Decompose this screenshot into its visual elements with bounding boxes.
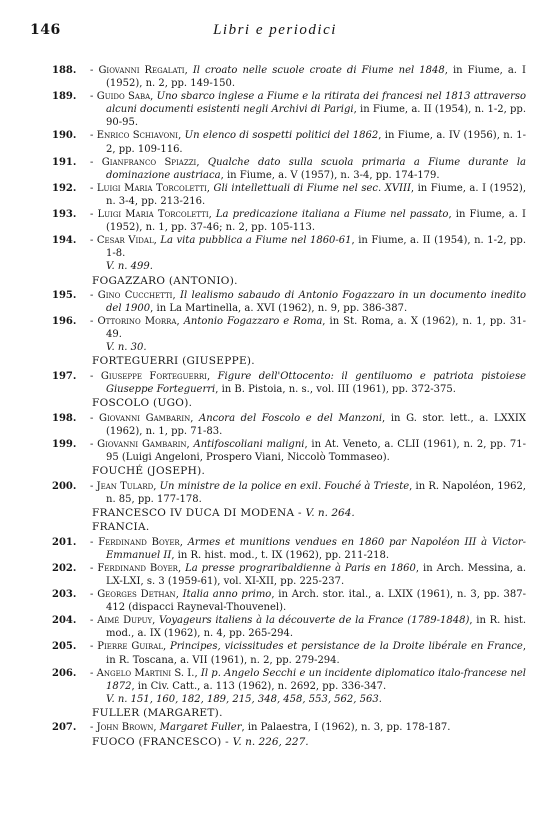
entry-author: Aimé Dupuy — [97, 615, 153, 627]
bibliography-entry: 204. - Aimé Dupuy, Voyageurs italiens à la découverte de la France (1789-1848), in R. hist. mod., a. IX (1962), n. 4, pp. 265-294. — [52, 615, 527, 640]
entry-number: 189. — [52, 91, 77, 103]
bibliography-entry: 201. - Ferdinand Boyer, Armes et munitions vendues en 1860 par Napoléon III à Victor-Emmanuel II, in R. hist. mod., t. IX (1962), pp. 211-218. — [52, 536, 526, 561]
entry-title: Antonio Fogazzaro e Roma — [183, 316, 323, 328]
section-heading — [30, 465, 526, 479]
running-title: Libri e periodici — [213, 22, 337, 38]
bibliography-entry: 205. - Pierre Guiral, Principes, vicissitudes et persistance de la Droite libérale en France, in R. Toscana, a. VII (1961), n. 2, pp. 279-294. — [52, 641, 527, 666]
entry-title: La vita pubblica a Fiume nel 1860-61 — [160, 235, 352, 247]
entry-author: Giovanni Regalati — [98, 65, 185, 76]
bibliography-entry: 195. - Gino Cucchetti, Il lealismo sabaudo di Antonio Fogazzaro in un documento inedito del 1900, in La Martinella, a. XVI (1962), n. 9, pp. 386-387. — [52, 290, 527, 315]
entry-title: Figure dell'Ottocento: il gentiluomo e patriota pistoiese Giuseppe Forteguerri — [106, 370, 526, 396]
bibliography-entry: 206. - Angelo Martini S. I., Il p. Angelo Secchi e un incidente diplomatico italo-francese nel 1872, in Civ. Catt., a. 113 (1962), n. 2692, pp. 336-347. — [52, 667, 526, 692]
entry-title: La predicazione italiana a Fiume nel passato — [215, 209, 449, 221]
entry-number: 190. — [52, 130, 77, 142]
entry-author: Jean Tulard — [96, 480, 154, 492]
entry-title: Un elenco di sospetti politici del 1862 — [184, 130, 379, 142]
entry-title: Margaret Fuller — [159, 722, 242, 734]
entry-citation: , in Palaestra, I (1962), n. 3, pp. 178-187. — [241, 722, 451, 734]
heading-text: FORTEGUERRI (GIUSEPPE). — [92, 355, 255, 368]
entry-number: 188. — [52, 65, 77, 76]
bibliography-entry: 207. - John Brown, Margaret Fuller, in Palaestra, I (1962), n. 3, pp. 178-187. — [52, 722, 451, 734]
entry-citation: , in Fiume, a. I (1952), n. 2, pp. 149-150. — [106, 65, 526, 90]
entry-title: Italia anno primo — [182, 589, 272, 601]
entry-citation: , in La Martinella, a. XVI (1962), n. 9, pp. 386-387. — [150, 303, 408, 315]
bibliography-entry: 197. - Giuseppe Forteguerri, Figure dell'Ottocento: il gentiluomo e patriota pistoiese Giuseppe Forteguerri, in B. Pistoia, n. s., vol. III (1961), pp. 372-375. — [52, 370, 526, 396]
bibliography-entry: 189. - Guido Saba, Uno sbarco inglese a Fiume e la ritirata dei francesi nel 1813 attraverso alcuni documenti esistenti negli Archivi di Parigi, in Fiume, a. II (1954), n. 1-2, pp. 90-95. — [52, 91, 527, 129]
heading-text: FULLER (MARGARET). — [92, 706, 223, 719]
section-heading — [30, 507, 526, 521]
page-number: 146 — [30, 22, 61, 38]
bibliography-entry: 199. - Giovanni Gambarin, Antifoscoliani maligni, in At. Veneto, a. CLII (1961), n. 2, pp. 71-95 (Luigi Angeloni, Prospero Viani, Niccolò Tommaseo). — [52, 438, 526, 463]
entry-citation: , in G. stor. lett., a. LXXIX (1962), n. 1, pp. 71-83. — [106, 412, 526, 437]
entry-title: Il lealismo sabaudo di Antonio Fogazzaro in un documento inedito del 1900 — [106, 290, 527, 315]
entry-citation: , in At. Veneto, a. CLII (1961), n. 2, pp. 71-95 (Luigi Angeloni, Prospero Viani, Niccolò Tommaseo). — [106, 438, 526, 463]
cross-reference: V. n. 264. — [305, 506, 355, 519]
section-heading — [30, 275, 526, 289]
entry-number: 197. — [52, 370, 77, 382]
entry-citation: , in St. Roma, a. X (1962), n. 1, pp. 31-49. — [106, 316, 527, 341]
entry-citation: , in R. hist. mod., t. IX (1962), pp. 211-218. — [171, 549, 390, 561]
cross-reference: V. n. 151, 160, 182, 189, 215, 348, 458, 553, 562, 563. — [106, 693, 382, 705]
entry-title: La presse prograribaldienne à Paris en 1860 — [185, 562, 416, 574]
entry-citation: , in Arch. Messina, a. LX-LXI, s. 3 (1959-61), vol. XI-XII, pp. 225-237. — [106, 562, 526, 587]
entry-number: 206. — [52, 667, 77, 679]
entry-title: Voyageurs italiens à la découverte de la France (1789-1848) — [159, 615, 470, 627]
entry-citation: , in R. Toscana, a. VII (1961), n. 2, pp. 279-294. — [106, 641, 527, 666]
section-heading — [30, 397, 526, 411]
entry-author: Giovanni Gambarin — [97, 438, 187, 450]
entry-citation: , in Arch. stor. ital., a. LXIX (1961), n. 3, pp. 387-412 (dispacci Rayneval-Thouvenel). — [106, 589, 526, 614]
bibliography-entry: 203. - Georges Dethan, Italia anno primo, in Arch. stor. ital., a. LXIX (1961), n. 3, pp. 387-412 (dispacci Rayneval-Thouvenel). — [52, 589, 526, 614]
bibliography-entry: 193. - Luigi Maria Torcoletti, La predicazione italiana a Fiume nel passato, in Fiume, a. I (1952), n. 1, pp. 37-46; n. 2, pp. 105-113. — [52, 209, 527, 234]
entry-number: 195. — [52, 290, 77, 301]
entry-number: 196. — [52, 316, 77, 328]
bibliography-entry: 196. - Ottorino Morra, Antonio Fogazzaro e Roma, in St. Roma, a. X (1962), n. 1, pp. 31-49. — [52, 316, 527, 341]
entry-number: 192. — [52, 182, 77, 194]
entry-number: 202. — [52, 562, 77, 574]
section-heading — [30, 355, 526, 369]
entry-author: Georges Dethan — [97, 589, 176, 601]
section-heading — [30, 707, 526, 721]
entry-author: Cesar Vidal — [96, 235, 154, 247]
entry-author: Ottorino Morra — [97, 316, 177, 328]
entry-title: Uno sbarco inglese a Fiume e la ritirata dei francesi nel 1813 attraverso alcuni documenti esistenti negli Archivi di Parigi — [106, 91, 527, 116]
heading-text: FOUCHÉ (JOSEPH). — [92, 465, 206, 478]
section-heading — [30, 736, 526, 750]
heading-text: FRANCIA. — [92, 521, 150, 534]
entry-title: Un ministre de la police en exil. Fouché à Trieste — [159, 480, 410, 492]
entry-number: 203. — [52, 589, 77, 601]
entry-citation: , in Fiume, a. II (1954), n. 1-2, pp. 90-95. — [106, 104, 526, 129]
entry-title: Principes, vicissitudes et persistance de la Droite libérale en France — [170, 641, 523, 653]
bibliography-entry: 198. - Giovanni Gambarin, Ancora del Foscolo e del Manzoni, in G. stor. lett., a. LXXIX (1962), n. 1, pp. 71-83. — [52, 412, 526, 437]
entry-author: Guido Saba — [96, 91, 151, 103]
entry-citation: , in Fiume, a. V (1957), n. 3-4, pp. 174-179. — [220, 169, 440, 181]
entry-author: Ferdinand Boyer — [97, 562, 178, 574]
entry-title: Gli intellettuali di Fiume nel sec. XVIII — [213, 182, 411, 194]
entry-title: Il croato nelle scuole croate di Fiume nel 1848 — [192, 65, 445, 76]
bibliography-entry: 200. - Jean Tulard, Un ministre de la police en exil. Fouché à Trieste, in R. Napoléon, 1962, n. 85, pp. 177-178. — [52, 480, 526, 505]
cross-reference: V. n. 226, 227. — [232, 735, 309, 748]
entry-number: 199. — [52, 438, 77, 450]
entry-number: 198. — [52, 412, 77, 424]
bibliography-entry: 194. - Cesar Vidal, La vita pubblica a Fiume nel 1860-61, in Fiume, a. II (1954), n. 1-2, pp. 1-8. — [52, 235, 527, 260]
entry-author: Enrico Schiavoni — [96, 130, 179, 142]
bibliography-entry: 190. - Enrico Schiavoni, Un elenco di sospetti politici del 1862, in Fiume, a. IV (1956), n. 1-2, pp. 109-116. — [52, 130, 527, 155]
entry-title: Antifoscoliani maligni — [193, 438, 305, 450]
entry-citation: , in Fiume, a. IV (1956), n. 1-2, pp. 109-116. — [106, 130, 527, 155]
entry-citation: , in Fiume, a. II (1954), n. 1-2, pp. 1-8. — [106, 235, 527, 260]
heading-text: FOGAZZARO (ANTONIO). — [92, 274, 238, 287]
entry-title: Ancora del Foscolo e del Manzoni — [199, 412, 383, 424]
section-heading — [30, 521, 526, 535]
cross-reference: V. n. 499. — [106, 261, 153, 273]
bibliography-entry: 192. - Luigi Maria Torcoletti, Gli intellettuali di Fiume nel sec. XVIII, in Fiume, a. I (1952), n. 3-4, pp. 213-216. — [52, 182, 527, 207]
entry-author: Giuseppe Forteguerri — [100, 370, 207, 382]
entry-title: Il p. Angelo Secchi e un incidente diplomatico italo-francese nel 1872 — [106, 667, 526, 692]
entry-citation: , in R. hist. mod., a. IX (1962), n. 4, pp. 265-294. — [106, 615, 527, 640]
entry-author: Ferdinand Boyer — [98, 536, 180, 548]
entry-title: Qualche dato sulla scuola primaria a Fiume durante la dominazione austriaca — [106, 156, 527, 181]
entry-number: 191. — [52, 156, 77, 168]
bibliography-entry: 188. - Giovanni Regalati, Il croato nelle scuole croate di Fiume nel 1848, in Fiume, a. I (1952), n. 2, pp. 149-150. — [52, 65, 526, 90]
entry-number: 205. — [52, 641, 77, 653]
entry-author: Luigi Maria Torcoletti — [96, 182, 207, 194]
bibliography-list — [30, 64, 526, 750]
entry-author: Pierre Guiral — [97, 641, 163, 653]
entry-author: Luigi Maria Torcoletti — [97, 209, 209, 221]
cross-reference: V. n. 30. — [106, 342, 147, 354]
entry-number: 193. — [52, 209, 77, 221]
entry-citation: , in B. Pistoia, n. s., vol. III (1961), pp. 372-375. — [215, 384, 456, 396]
entry-citation: , in Fiume, a. I (1952), n. 1, pp. 37-46; n. 2, pp. 105-113. — [106, 209, 527, 234]
heading-text: FOSCOLO (UGO). — [92, 397, 193, 410]
entry-author: Giovanni Gambarin — [99, 412, 191, 424]
entry-number: 201. — [52, 536, 77, 548]
entry-number: 204. — [52, 615, 77, 627]
bibliography-entry: 202. - Ferdinand Boyer, La presse prograribaldienne à Paris en 1860, in Arch. Messina, a. LX-LXI, s. 3 (1959-61), vol. XI-XII, pp. 225-237. — [52, 562, 526, 587]
bibliography-entry: 191. - Gianfranco Spiazzi, Qualche dato sulla scuola primaria a Fiume durante la dominazione austriaca, in Fiume, a. V (1957), n. 3-4, pp. 174-179. — [52, 156, 527, 181]
entry-number: 200. — [52, 480, 77, 492]
heading-text: FRANCESCO IV DUCA DI MODENA - — [92, 506, 302, 519]
entry-citation: , in Fiume, a. I (1952), n. 3-4, pp. 213-216. — [106, 182, 527, 207]
entry-number: 207. — [52, 722, 77, 734]
heading-text: FUOCO (FRANCESCO) - — [92, 735, 229, 748]
entry-author: John Brown — [96, 722, 154, 734]
entry-author: Angelo Martini S. I. — [96, 667, 195, 679]
entry-author: Gino Cucchetti — [97, 290, 173, 301]
entry-citation: , in Civ. Catt., a. 113 (1962), n. 2692, pp. 336-347. — [131, 680, 387, 692]
entry-number: 194. — [52, 235, 77, 247]
entry-author: Gianfranco Spiazzi — [101, 156, 197, 168]
entry-title: Armes et munitions vendues en 1860 par Napoléon III à Victor-Emmanuel II — [106, 536, 526, 561]
entry-citation: , in R. Napoléon, 1962, n. 85, pp. 177-178. — [106, 480, 526, 505]
